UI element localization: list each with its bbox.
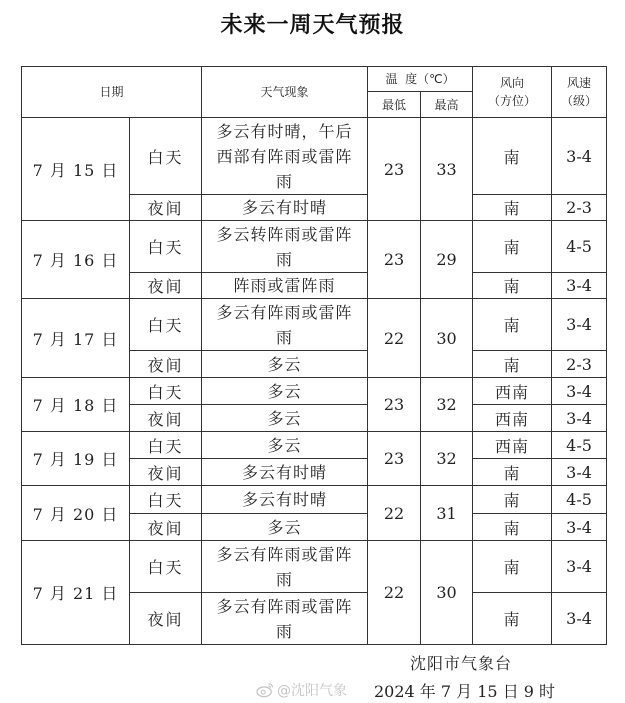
wind-dir-cell: 南: [473, 273, 552, 299]
watermark-text: @沈阳气象: [277, 683, 347, 699]
issuer-name: 沈阳市气象台: [410, 654, 513, 673]
wind-dir-cell: 南: [473, 593, 552, 645]
date-cell: 7 月 21 日: [22, 541, 130, 645]
table-row: [22, 432, 607, 459]
temp-min-cell: 23: [368, 378, 421, 432]
weather-cell: 多云: [202, 405, 368, 432]
temp-max-cell: 33: [421, 118, 473, 221]
wind-speed-cell: 4-5: [552, 221, 607, 273]
issue-time: 2024 年 7 月 15 日 9 时: [374, 682, 556, 701]
weather-cell: 多云有时晴: [202, 486, 368, 514]
table-row: [22, 378, 607, 405]
wind-speed-cell: 3-4: [552, 405, 607, 432]
wind-speed-cell: 4-5: [552, 486, 607, 514]
weather-cell: 多云有阵雨或雷阵雨: [202, 593, 368, 645]
date-cell: 7 月 18 日: [22, 378, 130, 432]
weather-cell: 多云: [202, 514, 368, 541]
wind-speed-cell: 3-4: [552, 593, 607, 645]
weather-cell: 多云: [202, 351, 368, 378]
table-row: [22, 221, 607, 273]
table-row: [22, 118, 607, 195]
period-night: 夜间: [130, 514, 202, 541]
wind-dir-cell: 西南: [473, 432, 552, 459]
table-row: [22, 541, 607, 593]
period-day: 白天: [130, 378, 202, 405]
header-wind-speed-label: 风速: [567, 76, 592, 90]
date-cell: 7 月 20 日: [22, 486, 130, 541]
header-wind-dir-sub: （方位）: [488, 94, 537, 108]
wind-speed-cell: 3-4: [552, 514, 607, 541]
page-title: 未来一周天气预报: [220, 13, 405, 38]
header-temp-min: 最低: [368, 92, 421, 118]
wind-dir-cell: 南: [473, 299, 552, 351]
header-weather: 天气现象: [202, 67, 368, 118]
wind-dir-cell: 西南: [473, 378, 552, 405]
table-row: [22, 299, 607, 351]
wind-dir-cell: 南: [473, 459, 552, 486]
temp-max-cell: 30: [421, 541, 473, 645]
period-day: 白天: [130, 486, 202, 514]
date-cell: 7 月 15 日: [22, 118, 130, 221]
wind-speed-cell: 3-4: [552, 299, 607, 351]
forecast-table: [21, 66, 607, 645]
weather-cell: 多云: [202, 378, 368, 405]
date-cell: 7 月 19 日: [22, 432, 130, 486]
header-wind-dir-label: 风向: [500, 76, 525, 90]
wind-speed-cell: 3-4: [552, 541, 607, 593]
temp-min-cell: 23: [368, 221, 421, 299]
header-date: 日期: [22, 67, 202, 118]
wind-dir-cell: 西南: [473, 405, 552, 432]
period-night: 夜间: [130, 405, 202, 432]
wind-speed-cell: 3-4: [552, 118, 607, 195]
wind-dir-cell: 南: [473, 118, 552, 195]
date-cell: 7 月 16 日: [22, 221, 130, 299]
wind-speed-cell: 2-3: [552, 195, 607, 221]
wind-speed-cell: 4-5: [552, 432, 607, 459]
period-day: 白天: [130, 541, 202, 593]
period-night: 夜间: [130, 593, 202, 645]
wind-speed-cell: 2-3: [552, 351, 607, 378]
weather-cell: 多云有阵雨或雷阵雨: [202, 541, 368, 593]
temp-min-cell: 22: [368, 299, 421, 378]
weather-cell: 多云有时晴，午后西部有阵雨或雷阵雨: [202, 118, 368, 195]
header-wind-speed: [552, 67, 607, 118]
wind-dir-cell: 南: [473, 486, 552, 514]
period-night: 夜间: [130, 351, 202, 378]
header-temp-max: 最高: [421, 92, 473, 118]
temp-min-cell: 23: [368, 118, 421, 221]
header-wind-dir: [473, 67, 552, 118]
temp-min-cell: 22: [368, 486, 421, 541]
temp-max-cell: 32: [421, 432, 473, 486]
weather-cell: 多云有阵雨或雷阵雨: [202, 299, 368, 351]
period-night: 夜间: [130, 195, 202, 221]
weather-cell: 阵雨或雷阵雨: [202, 273, 368, 299]
period-night: 夜间: [130, 459, 202, 486]
wind-dir-cell: 南: [473, 221, 552, 273]
temp-max-cell: 29: [421, 221, 473, 299]
period-day: 白天: [130, 432, 202, 459]
temp-max-cell: 32: [421, 378, 473, 432]
temp-max-cell: 30: [421, 299, 473, 378]
wind-speed-cell: 3-4: [552, 273, 607, 299]
table-row: [22, 486, 607, 514]
wind-dir-cell: 南: [473, 514, 552, 541]
temp-min-cell: 22: [368, 541, 421, 645]
weather-cell: 多云: [202, 432, 368, 459]
temp-min-cell: 23: [368, 432, 421, 486]
header-wind-speed-sub: （级）: [561, 94, 598, 108]
weibo-icon: [256, 682, 274, 698]
watermark: [256, 680, 347, 700]
weather-cell: 多云有时晴: [202, 459, 368, 486]
weather-cell: 多云有时晴: [202, 195, 368, 221]
period-night: 夜间: [130, 273, 202, 299]
wind-dir-cell: 南: [473, 351, 552, 378]
period-day: 白天: [130, 118, 202, 195]
header-temp: 温 度（℃）: [368, 67, 473, 92]
wind-dir-cell: 南: [473, 541, 552, 593]
period-day: 白天: [130, 221, 202, 273]
wind-speed-cell: 3-4: [552, 378, 607, 405]
date-cell: 7 月 17 日: [22, 299, 130, 378]
wind-speed-cell: 3-4: [552, 459, 607, 486]
period-day: 白天: [130, 299, 202, 351]
temp-max-cell: 31: [421, 486, 473, 541]
wind-dir-cell: 南: [473, 195, 552, 221]
weather-cell: 多云转阵雨或雷阵雨: [202, 221, 368, 273]
